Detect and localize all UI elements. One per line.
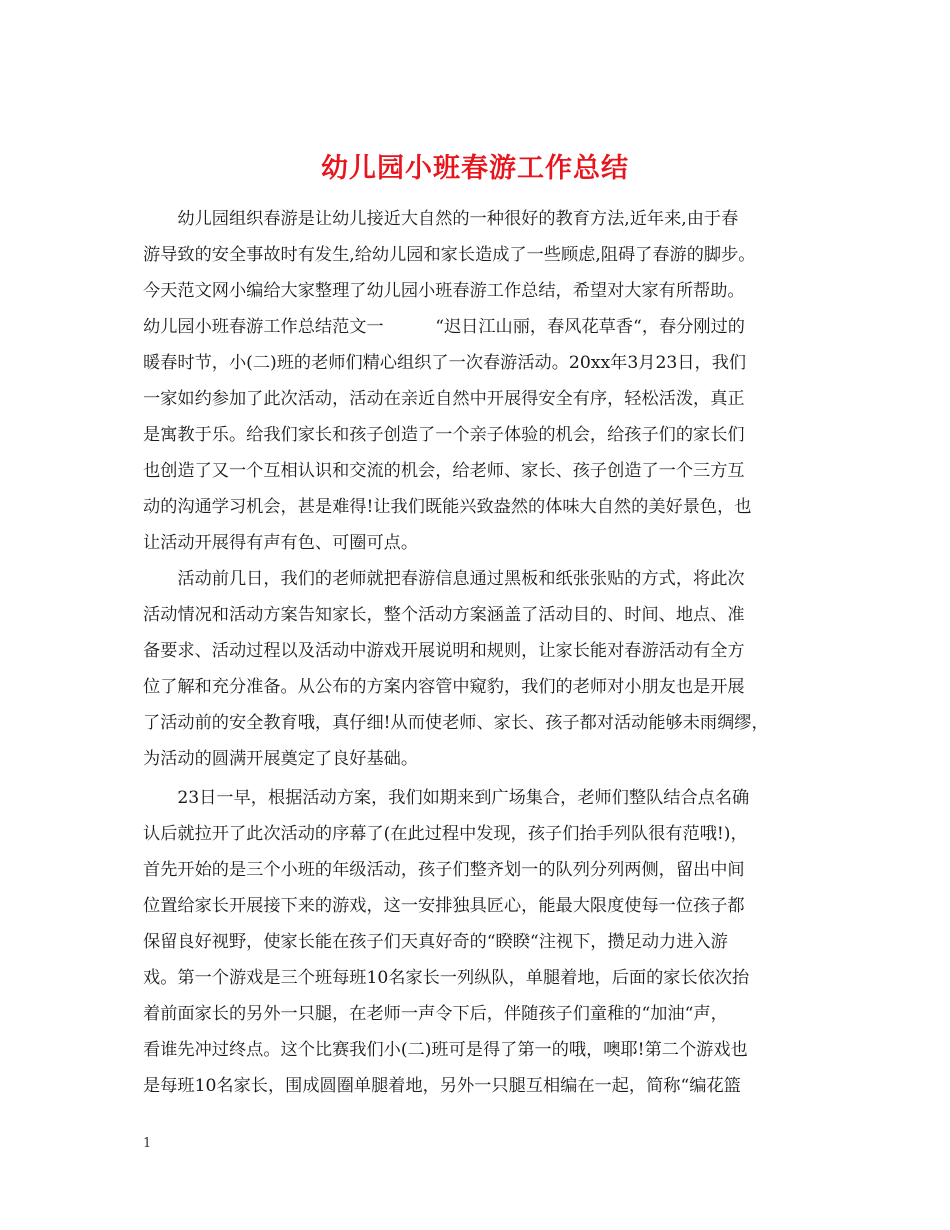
text-line: 戏。第一个游戏是三个班每班10名家长一列纵队，单腿着地，后面的家长依次抬 xyxy=(143,968,750,988)
text-line: 也创造了又一个互相认识和交流的机会，给老师、家长、孩子创造了一个三方互 xyxy=(143,461,745,481)
page-title: 幼儿园小班春游工作总结 xyxy=(321,153,629,185)
text-line: 活动情况和活动方案告知家长，整个活动方案涵盖了活动目的、时间、地点、准 xyxy=(143,605,745,625)
text-line: 一家如约参加了此次活动，活动在亲近自然中开展得安全有序，轻松活泼，真正 xyxy=(143,389,745,409)
text-line: 幼儿园组织春游是让幼儿接近大自然的一种很好的教育方法,近年来,由于春 xyxy=(143,209,739,229)
text-line: 备要求、活动过程以及活动中游戏开展说明和规则，让家长能对春游活动有全方 xyxy=(143,641,745,661)
text-line: 着前面家长的另外一只腿，在老师一声令下后，伴随孩子们童稚的“加油“声， xyxy=(143,1004,728,1024)
text-line: 幼儿园小班春游工作总结范文一 “迟日江山丽，春风花草香“，春分刚过的 xyxy=(143,317,745,337)
text-line: 是寓教于乐。给我们家长和孩子创造了一个亲子体验的机会，给孩子们的家长们 xyxy=(143,425,745,445)
text-line: 23日一早，根据活动方案，我们如期来到广场集合，老师们整队结合点名确 xyxy=(143,788,750,808)
page-number: 1 xyxy=(143,1136,152,1151)
text-line: 活动前几日，我们的老师就把春游信息通过黑板和纸张张贴的方式，将此次 xyxy=(143,569,745,589)
text-line: 位了解和充分准备。从公布的方案内容管中窥豹，我们的老师对小朋友也是开展 xyxy=(143,677,745,697)
text-line: 认后就拉开了此次活动的序幕了(在此过程中发现，孩子们抬手列队很有范哦!)， xyxy=(143,824,748,844)
text-line: 游导致的安全事故时有发生,给幼儿园和家长造成了一些顾虑,阻碍了春游的脚步。 xyxy=(143,245,756,265)
text-line: 是每班10名家长，围成圆圈单腿着地，另外一只腿互相编在一起，简称“编花篮 xyxy=(143,1076,741,1096)
text-line: 看谁先冲过终点。这个比赛我们小(二)班可是得了第一的哦，噢耶!第二个游戏也 xyxy=(143,1040,748,1060)
text-line: 今天范文网小编给大家整理了幼儿园小班春游工作总结，希望对大家有所帮助。 xyxy=(143,281,745,301)
text-line: 暖春时节，小(二)班的老师们精心组织了一次春游活动。20xx年3月23日，我们 xyxy=(143,353,747,373)
text-line: 位置给家长开展接下来的游戏，这一安排独具匠心，能最大限度使每一位孩子都 xyxy=(143,896,745,916)
text-line: 首先开始的是三个小班的年级活动，孩子们整齐划一的队列分列两侧，留出中间 xyxy=(143,860,745,880)
text-line: 动的沟通学习机会，甚是难得!让我们既能兴致盎然的体味大自然的美好景色，也 xyxy=(143,497,752,517)
text-line: 保留良好视野，使家长能在孩子们天真好奇的“睽睽“注视下，攒足动力进入游 xyxy=(143,932,728,952)
text-line: 让活动开展得有声有色、可圈可点。 xyxy=(143,533,419,553)
text-line: 了活动前的安全教育哦，真仔细!从而使老师、家长、孩子都对活动能够未雨绸缪， xyxy=(143,713,769,733)
text-line: 为活动的圆满开展奠定了良好基础。 xyxy=(143,749,419,769)
